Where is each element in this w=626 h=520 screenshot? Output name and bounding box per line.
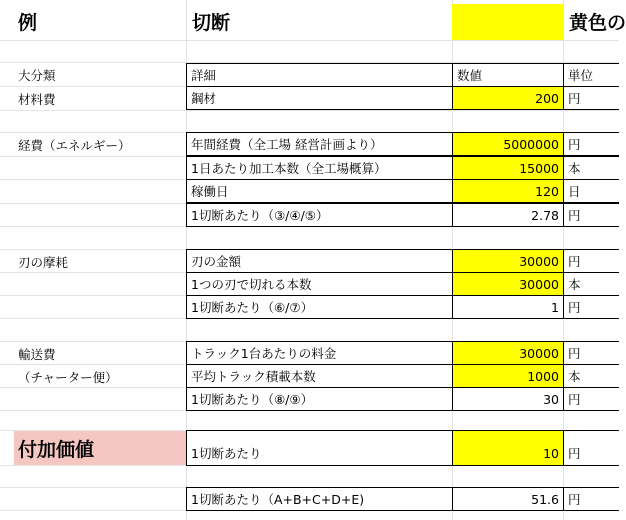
unit-cell[interactable]: 円 (563, 132, 619, 156)
detail-cell[interactable]: 1切断あたり（③/④/⑤） (186, 203, 452, 227)
total-detail-cell[interactable]: 1切断あたり（A+B+C+D+E) (186, 487, 452, 511)
detail-cell[interactable]: 稼働日 (186, 179, 452, 203)
value-cell[interactable]: 1000 (452, 364, 563, 388)
column-value: 数値 (452, 63, 563, 87)
header-yellow-note: 黄色の (569, 11, 626, 34)
value-cell[interactable]: 30000 (452, 341, 563, 365)
detail-cell[interactable]: 1切断あたり（⑧/⑨） (186, 387, 452, 411)
detail-cell[interactable]: 1日あたり加工本数（全工場概算） (186, 156, 452, 180)
value-cell[interactable]: 1 (452, 295, 563, 319)
total-unit-cell[interactable]: 円 (563, 487, 619, 511)
unit-cell[interactable]: 円 (563, 86, 619, 110)
unit-cell[interactable]: 円 (563, 295, 619, 319)
category-transport: 輸送費 (18, 346, 56, 362)
header-example: 例 (18, 11, 38, 34)
column-unit: 単位 (563, 63, 619, 87)
header-highlight-cell[interactable] (452, 4, 563, 40)
unit-cell[interactable]: 本 (563, 364, 619, 388)
value-cell[interactable]: 10 (452, 430, 563, 466)
detail-cell[interactable]: 鋼材 (186, 86, 452, 110)
header-cutting: 切断 (192, 11, 231, 34)
detail-cell[interactable]: 平均トラック積載本数 (186, 364, 452, 388)
category-energy: 経費（エネルギー） (18, 137, 131, 153)
column-detail: 詳細 (186, 63, 452, 87)
category-transport-sub: （チャーター便） (18, 369, 118, 385)
column-category: 大分類 (18, 67, 56, 83)
detail-cell[interactable]: 1切断あたり（⑥/⑦） (186, 295, 452, 319)
value-cell[interactable]: 15000 (452, 156, 563, 180)
value-cell[interactable]: 30 (452, 387, 563, 411)
unit-cell[interactable]: 本 (563, 272, 619, 296)
unit-cell[interactable]: 円 (563, 430, 619, 466)
detail-cell[interactable]: 1つの刃で切れる本数 (186, 272, 452, 296)
value-cell[interactable]: 30000 (452, 272, 563, 296)
category-blade-wear: 刃の摩耗 (18, 254, 69, 270)
value-cell[interactable]: 2.78 (452, 203, 563, 227)
unit-cell[interactable]: 日 (563, 179, 619, 203)
category-added-value[interactable]: 付加価値 (14, 431, 186, 465)
detail-cell[interactable]: 1切断あたり (186, 430, 452, 466)
value-cell[interactable]: 5000000 (452, 132, 563, 156)
unit-cell[interactable]: 本 (563, 156, 619, 180)
unit-cell[interactable]: 円 (563, 387, 619, 411)
unit-cell[interactable]: 円 (563, 341, 619, 365)
detail-cell[interactable]: トラック1台あたりの料金 (186, 341, 452, 365)
value-cell[interactable]: 200 (452, 86, 563, 110)
detail-cell[interactable]: 年間経費（全工場 経営計画より） (186, 132, 452, 156)
unit-cell[interactable]: 円 (563, 203, 619, 227)
unit-cell[interactable]: 円 (563, 249, 619, 273)
category-material: 材料費 (18, 91, 56, 107)
detail-cell[interactable]: 刃の金額 (186, 249, 452, 273)
total-value-cell[interactable]: 51.6 (452, 487, 563, 511)
value-cell[interactable]: 30000 (452, 249, 563, 273)
value-cell[interactable]: 120 (452, 179, 563, 203)
